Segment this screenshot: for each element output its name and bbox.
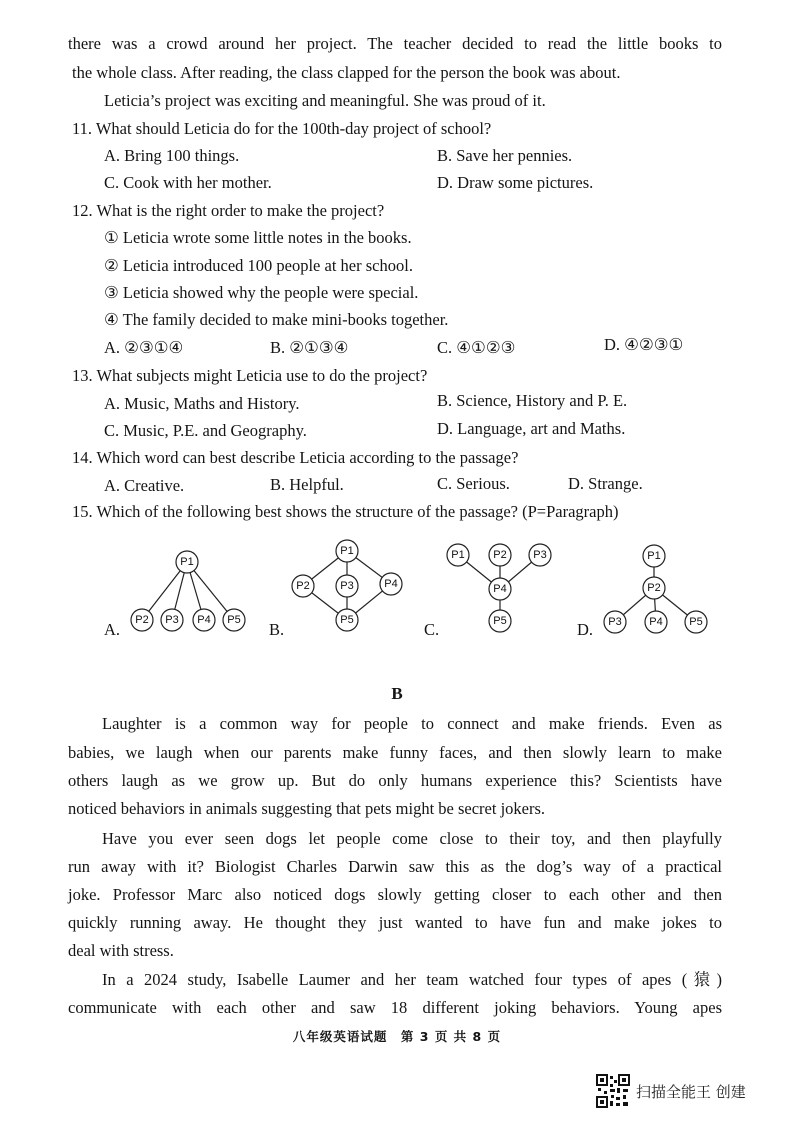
question-14-option-b: B. Helpful. xyxy=(270,475,344,494)
question-11-stem: 11. What should Leticia do for the 100th-day project of school? xyxy=(72,119,492,138)
diagram-c-node-p3-label: P3 xyxy=(533,549,547,561)
diagram-b-node-p2-label: P2 xyxy=(296,580,310,592)
scan-watermark-text: 扫描全能王 创建 xyxy=(636,1082,746,1101)
diagram-b-node-p3-label: P3 xyxy=(340,580,354,592)
question-13-stem: 13. What subjects might Leticia use to do the project? xyxy=(72,366,428,385)
diagram-d-node-p4-label: P4 xyxy=(649,616,663,628)
section-b-para1-line: others laugh as we grow up. But do only humans experience this? Scientists have xyxy=(68,771,722,790)
diagram-d-label: D. xyxy=(577,620,594,639)
question-12-option-d: D. ④②③① xyxy=(604,335,684,354)
section-b-para2-line: joke. Professor Marc also noticed dogs slowly getting closer to each other and then xyxy=(68,885,722,904)
section-b-para2-line: deal with stress. xyxy=(68,941,174,960)
structure-diagram-d xyxy=(596,540,716,630)
diagram-b-node-p1-label: P1 xyxy=(340,545,354,557)
question-12-option-c: C. ④①②③ xyxy=(437,338,516,357)
question-11-option-d: D. Draw some pictures. xyxy=(437,173,594,192)
diagram-d-node-p5-label: P5 xyxy=(689,616,703,628)
structure-diagram-b xyxy=(285,540,415,630)
question-12-step: ② Leticia introduced 100 people at her school. xyxy=(104,256,413,275)
passage-a-line: Leticia’s project was exciting and meaningful. She was proud of it. xyxy=(104,91,546,110)
section-b-para2-line: quickly running away. He thought they just wanted to have fun and make jokes to xyxy=(68,913,722,932)
qr-code-icon xyxy=(596,1074,630,1108)
question-13-option-a: A. Music, Maths and History. xyxy=(104,394,300,413)
question-11-option-c: C. Cook with her mother. xyxy=(104,173,272,192)
question-15-stem: 15. Which of the following best shows the structure of the passage? (P=Paragraph) xyxy=(72,502,619,521)
section-b-para2-line: run away with it? Biologist Charles Darwin saw this as the dog’s way of a practical xyxy=(68,857,722,876)
section-b-para2-line: Have you ever seen dogs let people come close to their toy, and then playfully xyxy=(102,829,722,848)
page-footer: 八年级英语试题 第 3 页 共 8 页 xyxy=(292,1029,502,1044)
diagram-c-node-p4-label: P4 xyxy=(493,583,507,595)
diagram-c-node-p2-label: P2 xyxy=(493,549,507,561)
question-13-option-d: D. Language, art and Maths. xyxy=(437,419,626,438)
diagram-c-node-p5-label: P5 xyxy=(493,615,507,627)
question-12-option-a: A. ②③①④ xyxy=(104,338,184,357)
diagram-b-node-p4-label: P4 xyxy=(384,578,398,590)
section-b-para3-line: communicate with each other and saw 18 different joking behaviors. Young apes xyxy=(68,998,722,1017)
diagram-a-label: A. xyxy=(104,620,121,639)
question-14-option-a: A. Creative. xyxy=(104,476,185,495)
question-14-stem: 14. Which word can best describe Leticia according to the passage? xyxy=(72,448,519,467)
question-14-option-c: C. Serious. xyxy=(437,474,510,493)
diagram-b-node-p5-label: P5 xyxy=(340,614,354,626)
diagram-a-node-p3-label: P3 xyxy=(165,614,179,626)
diagram-b-label: B. xyxy=(269,620,285,639)
diagram-c-label: C. xyxy=(424,620,440,639)
question-12-step: ③ Leticia showed why the people were special. xyxy=(104,283,419,302)
passage-a-line: the whole class. After reading, the class clapped for the person the book was about. xyxy=(72,63,621,82)
diagram-a-node-p2-label: P2 xyxy=(135,614,149,626)
section-b-para1-line: Laughter is a common way for people to connect and make friends. Even as xyxy=(102,714,722,733)
diagram-a-node-p4-label: P4 xyxy=(197,614,211,626)
section-b-para3-line: In a 2024 study, Isabelle Laumer and her team watched four types of apes (猿) xyxy=(102,970,722,989)
passage-a-line: there was a crowd around her project. The teacher decided to read the little books to xyxy=(68,34,722,53)
structure-diagram-a xyxy=(120,540,260,640)
scan-watermark xyxy=(596,1074,746,1108)
question-12-stem: 12. What is the right order to make the project? xyxy=(72,201,385,220)
question-11-option-a: A. Bring 100 things. xyxy=(104,146,240,165)
structure-diagram-c xyxy=(440,540,560,630)
diagram-c-node-p1-label: P1 xyxy=(451,549,465,561)
question-12-option-b: B. ②①③④ xyxy=(270,338,349,357)
section-b-para1-line: babies, we laugh when our parents make funny faces, and then slowly learn to make xyxy=(68,743,722,762)
diagram-d-node-p1-label: P1 xyxy=(647,550,661,562)
question-13-option-b: B. Science, History and P. E. xyxy=(437,391,628,410)
question-13-option-c: C. Music, P.E. and Geography. xyxy=(104,421,307,440)
section-b-para1-line: noticed behaviors in animals suggesting that pets might be secret jokers. xyxy=(68,799,546,818)
question-12-step: ① Leticia wrote some little notes in the books. xyxy=(104,228,412,247)
diagram-a-node-p5-label: P5 xyxy=(227,614,241,626)
diagram-a-node-p1-label: P1 xyxy=(180,556,194,568)
diagram-d-node-p2-label: P2 xyxy=(647,582,661,594)
question-14-option-d: D. Strange. xyxy=(568,474,643,493)
question-11-option-b: B. Save her pennies. xyxy=(437,146,573,165)
diagram-d-node-p3-label: P3 xyxy=(608,616,622,628)
section-b-heading: B xyxy=(391,684,403,703)
question-12-step: ④ The family decided to make mini-books together. xyxy=(104,310,449,329)
